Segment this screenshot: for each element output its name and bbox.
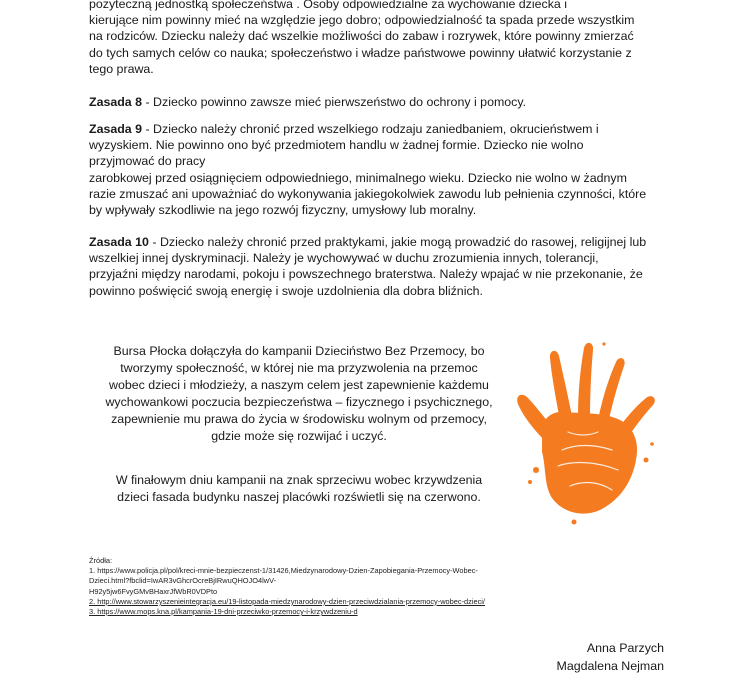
text-line: razie zmuszać ani upoważniać do wykonywania jakiegokolwiek zawodu lub pełnienia czynności, które xyxy=(89,186,647,201)
campaign-paragraph xyxy=(89,343,509,445)
zasada-10-label: Zasada 10 xyxy=(89,235,149,249)
zasada-9-label: Zasada 9 xyxy=(89,122,143,136)
text-line: przyjmować do pracy xyxy=(89,154,206,169)
text-line: wyzyskiem. Nie powinno ono być przedmiotem handlu w żadnej formie. Dziecko nie wolno xyxy=(89,138,584,153)
paragraph-zasada-8 xyxy=(89,94,664,110)
text-line: W finałowym dniu kampanii na znak sprzeciwu wobec krzywdzenia xyxy=(115,473,483,487)
text-line: kierujące nim powinny mieć na względzie jego dobro; odpowiedzialność ta spada przede wszystkim xyxy=(89,13,635,28)
text-line: przyjaźni między narodami, pokoju i powszechnego braterstwa. Należy wpajać w nie przekonanie, że xyxy=(89,267,643,282)
campaign-paragraph-final-day xyxy=(89,472,509,506)
text-line xyxy=(89,94,664,110)
author-name: Magdalena Nejman xyxy=(556,658,664,673)
text-line: gdzie może się rozwijać i uczyć. xyxy=(211,429,387,443)
source-link-3[interactable]: 3. https://www.mops.kna.pl/kampania-19-dni-przeciwko-przemocy-i-krzywdzeniu-d xyxy=(89,607,358,617)
paragraph-zasada-10 xyxy=(89,234,664,299)
text-line: powinno poświęcić swoją energię i swoje uzdolnienia dla dobra bliźnich. xyxy=(89,283,483,298)
text-line: tworzymy społeczność, w której nie ma przyzwolenia na przemoc xyxy=(120,361,478,375)
text-line xyxy=(89,234,664,250)
text-line: wychowankowi poczucia bezpieczeństwa – fizycznego i psychicznego, xyxy=(105,395,493,409)
paragraph-intro xyxy=(89,0,664,77)
text-line: by wpływały szkodliwie na jego rozwój fizyczny, umysłowy lub moralny. xyxy=(89,203,477,218)
source-link-1[interactable]: 1. https://www.policja.pl/pol/kreci-mnie-bezpieczenst-1/31426,Miedzynarodowy-Dzien-Zapobiegania-Przemocy-Wobec- xyxy=(89,566,478,576)
zasada-9-text: - Dziecko należy chronić przed wszelkiego rodzaju zaniedbaniem, okrucieństwem i xyxy=(142,122,599,136)
text-line: do tych samych celów co nauka; społeczeństwo i władze państwowe powinny ułatwić korzystanie z xyxy=(89,45,632,60)
author-name: Anna Parzych xyxy=(586,641,664,655)
text-line: dzieci fasada budynku naszej placówki rozświetli się na czerwono. xyxy=(117,490,481,504)
zasada-10-text: - Dziecko należy chronić przed praktykami, jakie mogą prowadzić do rasowej, religijnej lub xyxy=(148,235,647,249)
source-link-1-cont[interactable]: Dzieci.html?fbclid=IwAR3vGhcrOcreBjIRwuQHOJO4lwV- xyxy=(89,576,277,586)
source-link-2[interactable]: 2. http://www.stowarzyszenieintegracja.eu/19-listopada-miedzynarodowy-dzien-przeciwdzialania-przemocy-wobec-dzieci/ xyxy=(89,596,485,606)
text-line: na rodziców. Dziecku należy dać wszelkie możliwości do zabaw i rozrywek, które powinny zmierzać xyxy=(89,29,634,44)
text-line: wobec dzieci i młodzieży, a naszym celem jest zapewnienie każdemu xyxy=(109,378,489,392)
text-line: zarobkowej przed osiągnięciem odpowiedniego, minimalnego wieku. Dziecko nie wolno w żadnym xyxy=(89,170,627,185)
text-line: tego prawa. xyxy=(89,61,154,76)
text-line: zapewnienie mu prawa do życia w środowisku wolnym od przemocy, xyxy=(111,412,487,426)
source-link-1-cont[interactable]: H92y5jw6FvyGMvBHaxrJfWbR0VDPto xyxy=(89,586,218,596)
signature-block xyxy=(557,640,664,675)
sources-section xyxy=(89,556,649,617)
paragraph-zasada-9 xyxy=(89,121,664,218)
text-line: Bursa Płocka dołączyła do kampanii Dzieciństwo Bez Przemocy, bo xyxy=(113,344,485,358)
orange-handprint-icon xyxy=(512,340,662,530)
text-line: pożyteczną jednostką społeczeństwa . Osoby odpowiedzialne za wychowanie dziecka i xyxy=(89,0,567,11)
zasada-8-text: - Dziecko powinno zawsze mieć pierwszeństwo do ochrony i pomocy. xyxy=(142,95,527,109)
zasada-8-label: Zasada 8 xyxy=(89,95,143,109)
text-line: wszelkiej innej dyskryminacji. Należy je wychowywać w duchu zrozumienia innych, tolerancji, xyxy=(89,251,599,266)
sources-title: Źródła: xyxy=(89,556,113,565)
text-line xyxy=(89,121,664,137)
